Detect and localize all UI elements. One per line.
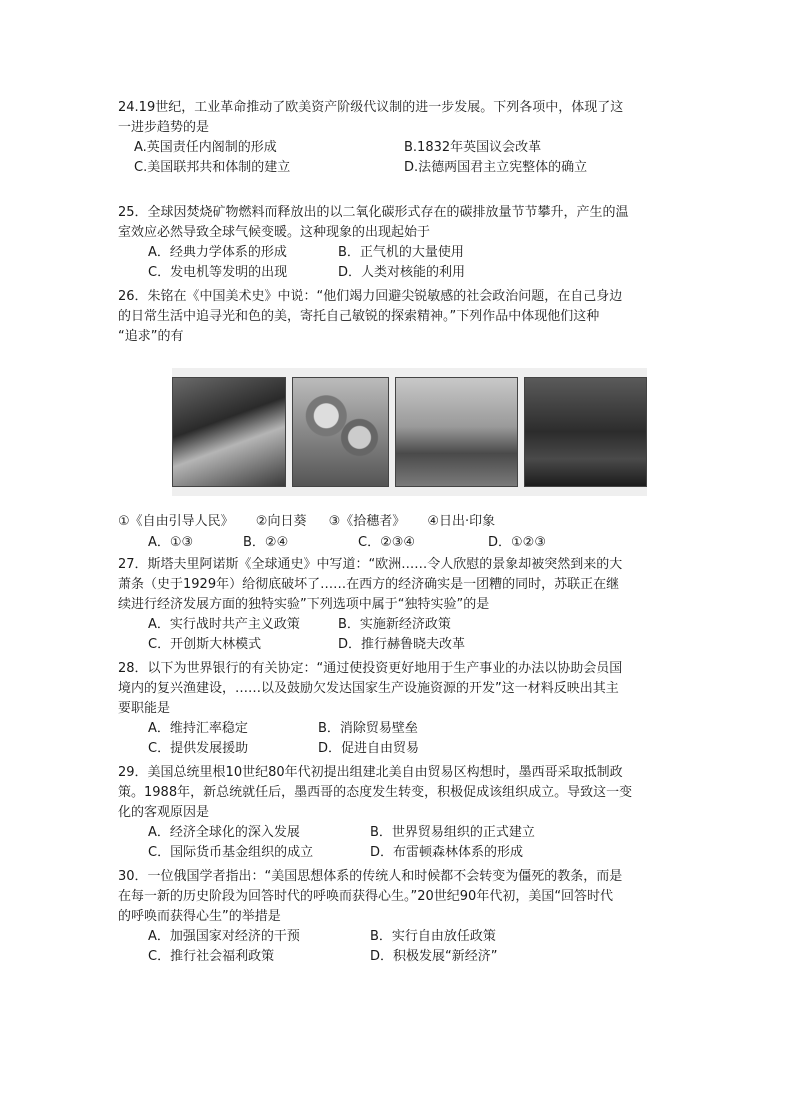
option-b: B．消除贸易壁垒 — [318, 721, 418, 736]
option-d: D．人类对核能的利用 — [338, 265, 466, 280]
option-c: C．②③④ — [358, 535, 416, 550]
option-a: A．①③ — [148, 535, 194, 550]
question-26 — [118, 287, 678, 347]
option-b: B．实施新经济政策 — [338, 617, 451, 632]
question-27-stem-line2: 萧条（史于1929年）给彻底破坏了……在西方的经济确实是一团糟的同时，苏联正在继 — [118, 577, 620, 592]
option-a: A．维持汇率稳定 — [148, 721, 248, 736]
caption-3: ③《拾穗者》 — [328, 514, 406, 529]
question-25-options — [148, 243, 678, 283]
question-26-stem-line1: 26．朱铭在《中国美术史》中说：“他们竭力回避尖锐敏感的社会政治问题，在自己身边 — [118, 289, 623, 304]
paintings-strip — [172, 368, 647, 496]
question-27-stem-line1: 27．斯塔夫里阿诺斯《全球通史》中写道：“欧洲……令人欣慰的景象却被突然到来的大 — [118, 557, 623, 572]
caption-4: ④日出·印象 — [427, 514, 496, 529]
question-30-options — [148, 927, 678, 967]
option-c: C．推行社会福利政策 — [148, 949, 275, 964]
question-29-options — [148, 823, 678, 863]
question-28-stem-line2: 境内的复兴渔建设，……以及鼓励欠发达国家生产设施资源的开发”这一材料反映出其主 — [118, 681, 619, 696]
painting-captions — [118, 512, 513, 532]
option-a: A．实行战时共产主义政策 — [148, 617, 300, 632]
question-28-stem-line3: 要职能是 — [118, 701, 171, 716]
option-a: A.英国责任内阁制的形成 — [134, 140, 277, 155]
option-d: D．推行赫鲁晓夫改革 — [338, 637, 466, 652]
option-a: A．加强国家对经济的干预 — [148, 929, 300, 944]
painting-sunflowers — [292, 377, 389, 487]
option-a: A．经典力学体系的形成 — [148, 245, 287, 260]
painting-impression-sunrise — [524, 377, 647, 487]
question-28-stem-line1: 28．以下为世界银行的有关协定：“通过使投资更好地用于生产事业的办法以协助会员国 — [118, 661, 623, 676]
option-c: C．发电机等发明的出现 — [148, 265, 288, 280]
painting-liberty-leading-the-people — [172, 377, 286, 487]
option-d: D．①②③ — [488, 535, 546, 550]
question-29-stem-line1: 29．美国总统里根10世纪80年代初提出组建北美自由贸易区构想时，墨西哥采取抵制政 — [118, 765, 623, 780]
option-d: D．促进自由贸易 — [318, 741, 420, 756]
question-27-options — [148, 615, 678, 655]
question-26-stem-line2: 的日常生活中追寻光和色的美，寄托自己敏锐的探索精神。”下列作品中体现他们这种 — [118, 309, 600, 324]
option-c: C．开创斯大林模式 — [148, 637, 262, 652]
option-b: B．实行自由放任政策 — [370, 929, 496, 944]
question-29-stem-line2: 策。1988年，新总统就任后，墨西哥的态度发生转变，积极促成该组织成立。导致这一变 — [118, 785, 633, 800]
option-b: B.1832年英国议会改革 — [404, 140, 542, 155]
option-c: C．国际货币基金组织的成立 — [148, 845, 314, 860]
question-26-options — [118, 533, 678, 553]
question-29 — [118, 763, 678, 863]
question-26-stem-line3: “追求”的有 — [118, 329, 184, 344]
caption-2: ②向日葵 — [255, 514, 307, 529]
option-b: B．正气机的大量使用 — [338, 245, 464, 260]
question-28 — [118, 659, 678, 759]
option-b: B．②④ — [243, 535, 289, 550]
question-27 — [118, 555, 678, 655]
question-28-options — [148, 719, 678, 759]
question-24-stem-line1: 24.19世纪，工业革命推动了欧美资产阶级代议制的进一步发展。下列各项中，体现了这 — [118, 100, 624, 115]
option-c: C.美国联邦共和体制的建立 — [134, 160, 291, 175]
question-27-stem-line3: 续进行经济发展方面的独特实验”下列选项中属于“独特实验”的是 — [118, 597, 490, 612]
question-30-stem-line3: 的呼唤而获得心生”的举措是 — [118, 909, 281, 924]
question-24-options — [134, 138, 678, 178]
option-b: B．世界贸易组织的正式建立 — [370, 825, 535, 840]
question-25-stem-line1: 25．全球因焚烧矿物燃料而释放出的以二氧化碳形式存在的碳排放量节节攀升，产生的温 — [118, 205, 629, 220]
question-25-stem-line2: 室效应必然导致全球气候变暖。这种现象的出现起始于 — [118, 225, 431, 240]
question-30-stem-line1: 30．一位俄国学者指出：“美国思想体系的传统人和时候都不会转变为僵死的教条，而是 — [118, 869, 623, 884]
question-24-stem-line2: 一进步趋势的是 — [118, 120, 210, 135]
option-c: C．提供发展援助 — [148, 741, 249, 756]
question-30 — [118, 867, 678, 967]
painting-the-gleaners — [395, 377, 518, 487]
option-d: D．布雷顿森林体系的形成 — [370, 845, 524, 860]
question-29-stem-line3: 化的客观原因是 — [118, 805, 210, 820]
option-d: D．积极发展“新经济” — [370, 949, 498, 964]
question-30-stem-line2: 在每一新的历史阶段为回答时代的呼唤而获得心生。”20世纪90年代初，美国“回答时代 — [118, 889, 614, 904]
caption-1: ①《自由引导人民》 — [118, 514, 234, 529]
option-d: D.法德两国君主立宪整体的确立 — [404, 160, 588, 175]
question-24 — [118, 98, 678, 178]
option-a: A．经济全球化的深入发展 — [148, 825, 300, 840]
question-25 — [118, 203, 678, 283]
